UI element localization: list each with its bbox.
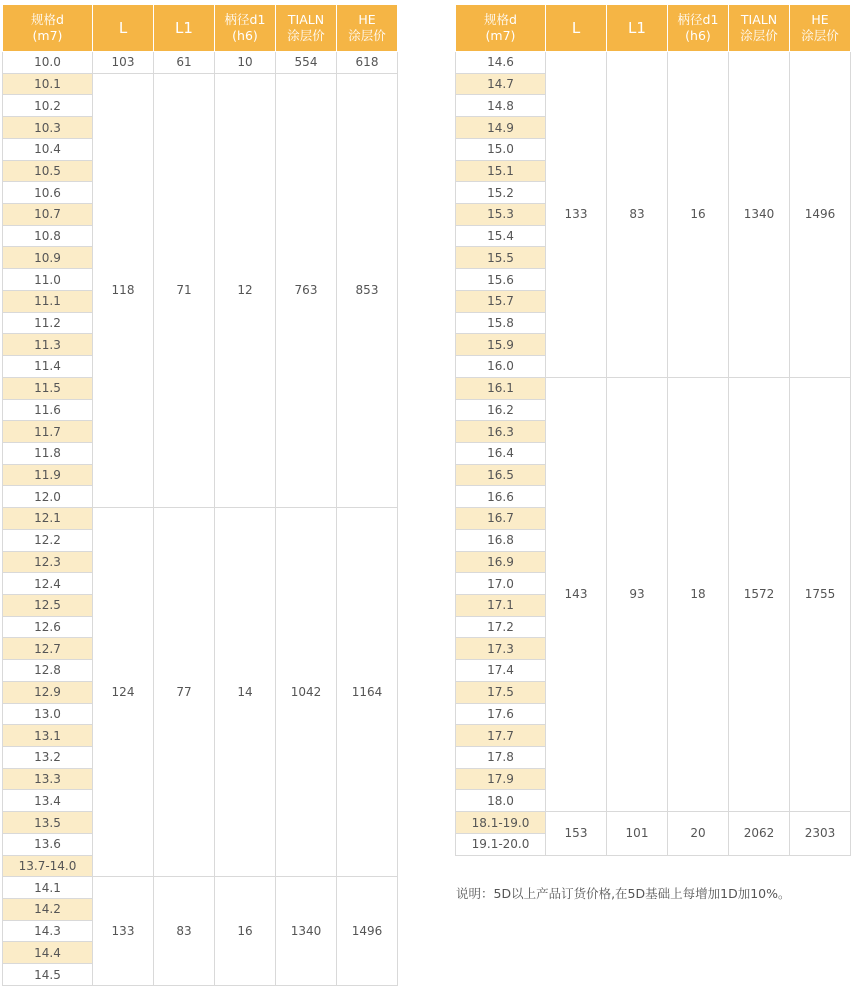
spec-cell: 10.9 — [3, 247, 93, 269]
header-l1: L1 — [154, 5, 215, 52]
spec-cell: 10.5 — [3, 160, 93, 182]
he-price-cell: 618 — [337, 52, 398, 74]
spec-cell: 17.3 — [456, 638, 546, 660]
spec-cell: 14.4 — [3, 942, 93, 964]
spec-cell: 10.3 — [3, 117, 93, 139]
spec-cell: 11.8 — [3, 442, 93, 464]
spec-cell: 16.6 — [456, 486, 546, 508]
table-header-row — [456, 5, 851, 52]
spec-cell: 12.7 — [3, 638, 93, 660]
spec-cell: 11.0 — [3, 269, 93, 291]
spec-cell: 15.7 — [456, 290, 546, 312]
spec-cell: 11.4 — [3, 356, 93, 378]
spec-cell: 17.4 — [456, 660, 546, 682]
spec-cell: 17.0 — [456, 573, 546, 595]
tialn-price-cell: 1042 — [276, 508, 337, 877]
spec-cell: 14.7 — [456, 73, 546, 95]
spec-cell: 10.8 — [3, 225, 93, 247]
spec-cell: 17.1 — [456, 594, 546, 616]
spec-cell: 12.5 — [3, 594, 93, 616]
shank-cell: 14 — [215, 508, 276, 877]
spec-cell: 12.3 — [3, 551, 93, 573]
spec-table-right — [455, 4, 851, 856]
table-header-row — [3, 5, 398, 52]
shank-cell: 18 — [668, 377, 729, 811]
spec-cell: 16.4 — [456, 442, 546, 464]
l1-cell: 93 — [607, 377, 668, 811]
spec-cell: 12.8 — [3, 660, 93, 682]
l1-cell: 61 — [154, 52, 215, 74]
length-cell: 118 — [93, 73, 154, 507]
l1-cell: 83 — [154, 877, 215, 986]
table-row — [3, 52, 398, 74]
spec-cell: 11.5 — [3, 377, 93, 399]
spec-cell: 14.5 — [3, 964, 93, 986]
he-price-cell: 1496 — [337, 877, 398, 986]
length-cell: 103 — [93, 52, 154, 74]
spec-cell: 10.0 — [3, 52, 93, 74]
spec-cell: 15.2 — [456, 182, 546, 204]
spec-cell: 16.0 — [456, 356, 546, 378]
spec-cell: 15.9 — [456, 334, 546, 356]
header-he-price: HE 涂层价 — [790, 5, 851, 52]
spec-cell: 15.3 — [456, 204, 546, 226]
header-length: L — [546, 5, 607, 52]
header-shank: 柄径d1 (h6) — [668, 5, 729, 52]
spec-cell: 12.0 — [3, 486, 93, 508]
tialn-price-cell: 2062 — [729, 812, 790, 855]
pricing-note: 说明：5D以上产品订货价格,在5D基础上每增加1D加10%。 — [456, 886, 791, 901]
header-shank: 柄径d1 (h6) — [215, 5, 276, 52]
spec-cell: 12.2 — [3, 529, 93, 551]
he-price-cell: 1755 — [790, 377, 851, 811]
shank-cell: 10 — [215, 52, 276, 74]
spec-cell: 11.9 — [3, 464, 93, 486]
tialn-price-cell: 1340 — [729, 52, 790, 378]
header-l1: L1 — [607, 5, 668, 52]
spec-cell: 17.5 — [456, 681, 546, 703]
spec-cell: 13.4 — [3, 790, 93, 812]
shank-cell: 20 — [668, 812, 729, 855]
spec-cell: 12.6 — [3, 616, 93, 638]
spec-cell: 15.1 — [456, 160, 546, 182]
shank-cell: 12 — [215, 73, 276, 507]
spec-cell: 13.3 — [3, 768, 93, 790]
spec-cell: 16.8 — [456, 529, 546, 551]
spec-cell: 16.7 — [456, 508, 546, 530]
l1-cell: 83 — [607, 52, 668, 378]
spec-cell: 19.1-20.0 — [456, 833, 546, 855]
spec-cell: 12.1 — [3, 508, 93, 530]
spec-cell: 10.1 — [3, 73, 93, 95]
spec-cell: 13.7-14.0 — [3, 855, 93, 877]
tialn-price-cell: 554 — [276, 52, 337, 74]
spec-cell: 16.3 — [456, 421, 546, 443]
length-cell: 133 — [93, 877, 154, 986]
spec-cell: 18.1-19.0 — [456, 812, 546, 834]
spec-cell: 13.6 — [3, 833, 93, 855]
he-price-cell: 853 — [337, 73, 398, 507]
spec-cell: 11.1 — [3, 290, 93, 312]
spec-cell: 17.8 — [456, 747, 546, 769]
spec-cell: 10.6 — [3, 182, 93, 204]
l1-cell: 71 — [154, 73, 215, 507]
length-cell: 153 — [546, 812, 607, 855]
spec-cell: 17.9 — [456, 768, 546, 790]
spec-cell: 17.7 — [456, 725, 546, 747]
spec-cell: 11.6 — [3, 399, 93, 421]
spec-cell: 17.6 — [456, 703, 546, 725]
shank-cell: 16 — [668, 52, 729, 378]
spec-cell: 13.2 — [3, 747, 93, 769]
table-row — [456, 52, 851, 74]
length-cell: 133 — [546, 52, 607, 378]
table-row — [3, 73, 398, 95]
he-price-cell: 2303 — [790, 812, 851, 855]
spec-cell: 14.3 — [3, 920, 93, 942]
spec-cell: 13.0 — [3, 703, 93, 725]
header-spec: 规格d (m7) — [456, 5, 546, 52]
spec-cell: 14.1 — [3, 877, 93, 899]
spec-cell: 16.9 — [456, 551, 546, 573]
he-price-cell: 1496 — [790, 52, 851, 378]
spec-cell: 10.4 — [3, 138, 93, 160]
spec-cell: 11.3 — [3, 334, 93, 356]
header-spec: 规格d (m7) — [3, 5, 93, 52]
table-row — [456, 377, 851, 399]
spec-cell: 14.8 — [456, 95, 546, 117]
spec-cell: 15.4 — [456, 225, 546, 247]
table-row — [456, 812, 851, 834]
spec-table-left — [2, 4, 398, 986]
spec-cell: 14.2 — [3, 899, 93, 921]
spec-cell: 15.6 — [456, 269, 546, 291]
l1-cell: 77 — [154, 508, 215, 877]
spec-cell: 16.2 — [456, 399, 546, 421]
spec-cell: 15.0 — [456, 138, 546, 160]
he-price-cell: 1164 — [337, 508, 398, 877]
spec-cell: 13.5 — [3, 812, 93, 834]
spec-cell: 12.4 — [3, 573, 93, 595]
spec-cell: 14.6 — [456, 52, 546, 74]
spec-cell: 16.1 — [456, 377, 546, 399]
tialn-price-cell: 1340 — [276, 877, 337, 986]
spec-cell: 18.0 — [456, 790, 546, 812]
table-row — [3, 877, 398, 899]
length-cell: 124 — [93, 508, 154, 877]
length-cell: 143 — [546, 377, 607, 811]
spec-cell: 11.7 — [3, 421, 93, 443]
shank-cell: 16 — [215, 877, 276, 986]
spec-cell: 16.5 — [456, 464, 546, 486]
tialn-price-cell: 1572 — [729, 377, 790, 811]
spec-cell: 10.7 — [3, 204, 93, 226]
spec-cell: 15.8 — [456, 312, 546, 334]
spec-cell: 13.1 — [3, 725, 93, 747]
header-tialn-price: TIALN 涂层价 — [729, 5, 790, 52]
header-length: L — [93, 5, 154, 52]
tialn-price-cell: 763 — [276, 73, 337, 507]
spec-cell: 17.2 — [456, 616, 546, 638]
table-row — [3, 508, 398, 530]
l1-cell: 101 — [607, 812, 668, 855]
header-tialn-price: TIALN 涂层价 — [276, 5, 337, 52]
header-he-price: HE 涂层价 — [337, 5, 398, 52]
spec-cell: 10.2 — [3, 95, 93, 117]
spec-cell: 12.9 — [3, 681, 93, 703]
spec-cell: 15.5 — [456, 247, 546, 269]
spec-cell: 11.2 — [3, 312, 93, 334]
spec-cell: 14.9 — [456, 117, 546, 139]
